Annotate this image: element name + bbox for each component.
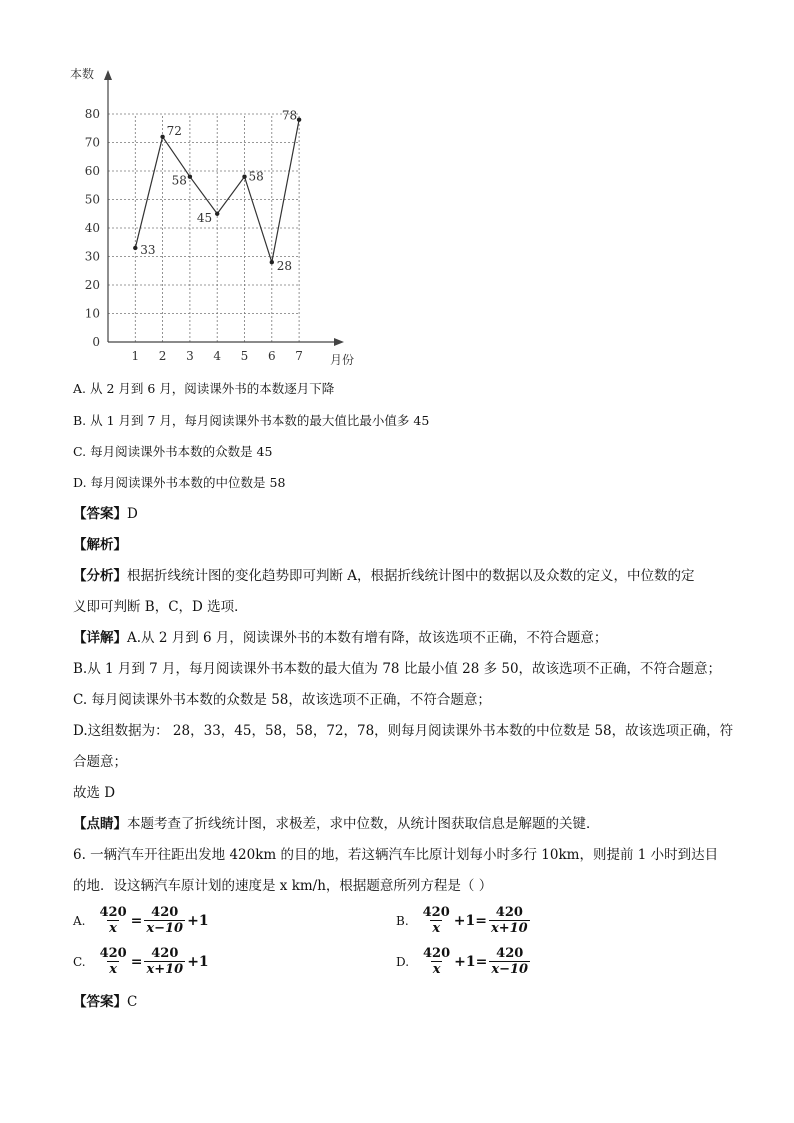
chart-ticks bbox=[85, 107, 303, 363]
data-label: 78 bbox=[281, 108, 298, 123]
y-tick-label: 60 bbox=[84, 164, 100, 178]
x-axis-label: 月份 bbox=[330, 353, 355, 367]
line-chart bbox=[60, 60, 360, 370]
y-axis-label: 本数 bbox=[70, 67, 95, 81]
q5-option-b: B. 从 1 月到 7 月，每月阅读课外书本数的最大值比最小值多 45 bbox=[73, 413, 430, 428]
data-point bbox=[297, 118, 301, 122]
data-label: 28 bbox=[276, 259, 293, 274]
y-tick-label: 30 bbox=[84, 249, 100, 264]
y-tick-label: 70 bbox=[84, 135, 100, 150]
q5-option-a: A. 从 2 月到 6 月，阅读课外书的本数逐月下降 bbox=[73, 381, 335, 396]
chart-series bbox=[133, 118, 301, 265]
y-tick-label: 0 bbox=[92, 335, 100, 349]
data-point bbox=[270, 260, 274, 264]
x-tick-label: 3 bbox=[186, 349, 194, 363]
q5-fenxi-line1: 【分析】根据折线统计图的变化趋势即可判断 A，根据折线统计图中的数据以及众数的定义，中位数的定 bbox=[73, 568, 695, 584]
q5-xiangjie-d1: D.这组数据为： 28，33，45，58，58，72，78，则每月阅读课外书本数的中位数是 58，故该选项正确，符 bbox=[73, 723, 734, 739]
x-tick-label: 2 bbox=[158, 349, 167, 363]
x-tick-label: 5 bbox=[240, 349, 249, 363]
x-tick-label: 4 bbox=[213, 349, 222, 363]
q5-xiangjie-a: 【详解】A.从 2 月到 6 月，阅读课外书的本数有增有降，故该选项不正确，不符合题意； bbox=[73, 630, 608, 646]
q5-jiexi: 【解析】 bbox=[73, 537, 127, 553]
data-point bbox=[188, 175, 192, 179]
data-point bbox=[160, 135, 164, 139]
data-label: 72 bbox=[166, 123, 182, 138]
data-point bbox=[133, 246, 137, 250]
y-tick-label: 40 bbox=[84, 221, 100, 235]
y-tick-label: 80 bbox=[84, 107, 100, 121]
x-axis-arrow bbox=[334, 338, 344, 346]
q6-option-a: A. $\frac{420}{x}$ = $\frac{420}{x-10}$ +1 bbox=[73, 905, 209, 936]
x-tick-label: 1 bbox=[131, 349, 140, 363]
q5-option-d: D. 每月阅读课外书本数的中位数是 58 bbox=[73, 475, 286, 490]
q6-stem-line1: 6. 一辆汽车开往距出发地 420km 的目的地，若这辆汽车比原计划每小时多行 10km，则提前 1 小时到达目 bbox=[73, 847, 719, 863]
answer-tag: 【答案】 bbox=[73, 506, 127, 522]
data-label: 33 bbox=[140, 242, 156, 257]
q6-option-b: B. $\frac{420}{x}$ +1= $\frac{420}{x+10}$ bbox=[396, 905, 528, 936]
chart-axes bbox=[104, 70, 344, 346]
q5-conclusion: 故选 D bbox=[73, 785, 116, 801]
data-label: 58 bbox=[248, 169, 264, 184]
q5-answer bbox=[73, 505, 138, 523]
x-tick-label: 6 bbox=[267, 349, 276, 363]
q5-fenxi-line2: 义即可判断 B，C，D 选项． bbox=[73, 599, 248, 615]
q6-answer: 【答案】C bbox=[73, 994, 138, 1010]
q5-xiangjie-d2: 合题意； bbox=[73, 754, 127, 770]
data-point bbox=[215, 212, 219, 216]
data-label: 45 bbox=[196, 210, 213, 225]
answer-value: D bbox=[127, 506, 138, 522]
chart-grid bbox=[108, 114, 299, 342]
y-tick-label: 10 bbox=[84, 306, 100, 321]
q5-dianjing: 【点睛】本题考查了折线统计图，求极差，求中位数，从统计图获取信息是解题的关键． bbox=[73, 816, 600, 832]
chart-data-labels bbox=[140, 109, 297, 274]
y-axis-arrow bbox=[104, 70, 112, 80]
data-point bbox=[242, 175, 246, 179]
y-tick-label: 50 bbox=[84, 192, 100, 207]
q5-option-c: C. 每月阅读课外书本数的众数是 45 bbox=[73, 444, 273, 459]
y-tick-label: 20 bbox=[84, 278, 100, 292]
data-label: 58 bbox=[171, 173, 187, 188]
x-tick-label: 7 bbox=[295, 349, 303, 363]
q5-xiangjie-c: C. 每月阅读课外书本数的众数是 58，故该选项不正确，不符合题意； bbox=[73, 692, 491, 708]
q6-option-c: C. $\frac{420}{x}$ = $\frac{420}{x+10}$ +1 bbox=[73, 946, 209, 977]
q5-xiangjie-b: B.从 1 月到 7 月，每月阅读课外书本数的最大值为 78 比最小值 28 多 50，故该选项不正确，不符合题意； bbox=[73, 661, 722, 677]
q6-stem-line2: 的地．设这辆汽车原计划的速度是 x km/h，根据题意所列方程是（ ） bbox=[73, 878, 493, 894]
q6-option-d: D. $\frac{420}{x}$ +1= $\frac{420}{x-10}$ bbox=[396, 946, 529, 977]
